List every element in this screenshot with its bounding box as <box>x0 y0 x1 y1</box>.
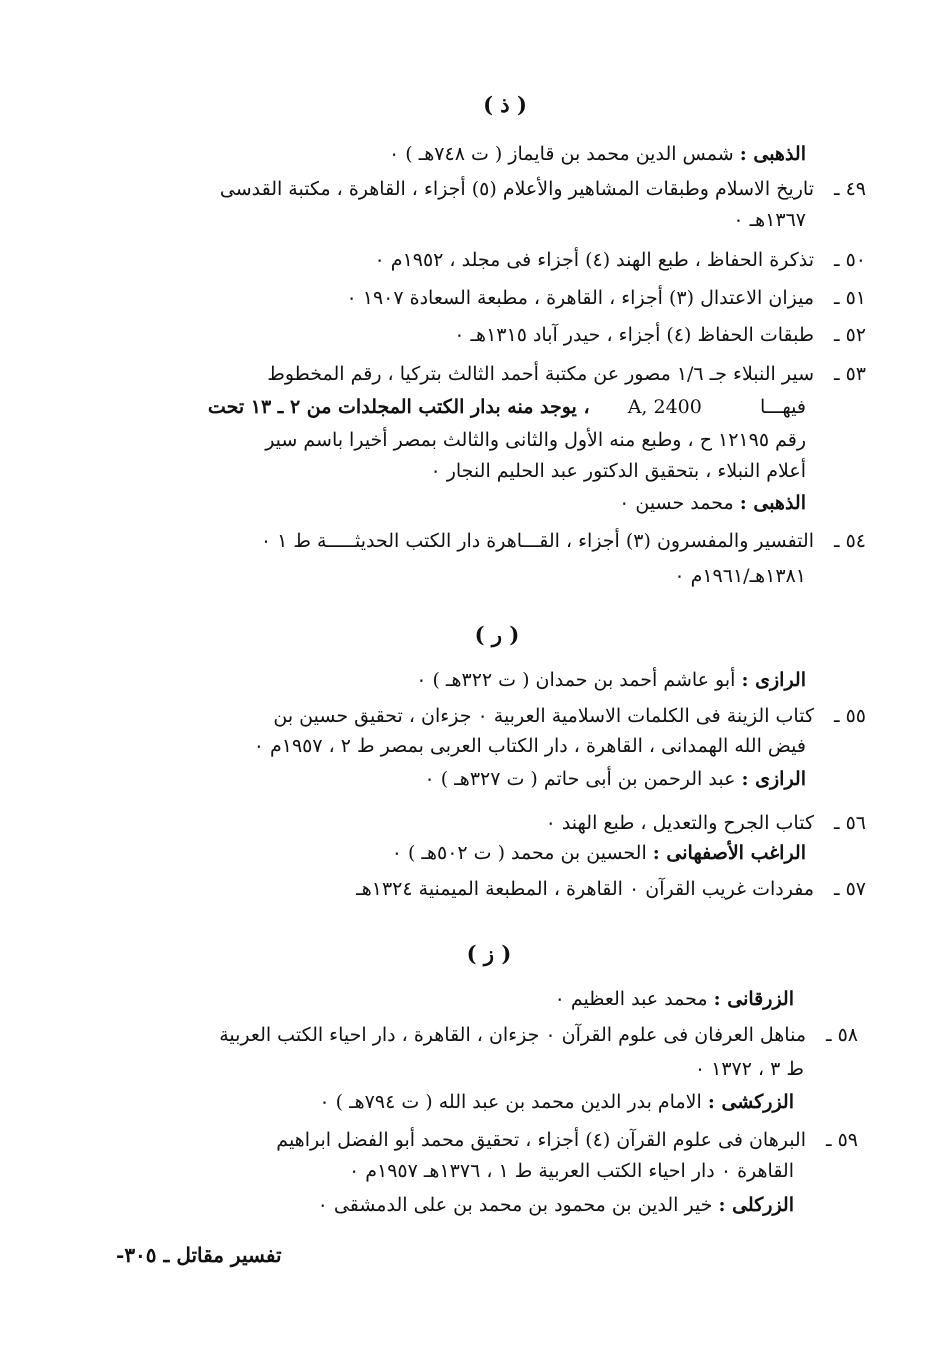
entry-number: ٥٣ ـ <box>833 363 866 385</box>
author-name: الزرقانى : <box>713 988 794 1010</box>
entry-58-line-2: ط ٣ ، ١٣٧٢ ٠ <box>694 1058 804 1080</box>
author-line-dhahabi-2 <box>619 490 806 516</box>
section-heading-zay: ( ز ) <box>466 941 512 966</box>
author-line-razi-1 <box>416 667 806 693</box>
entry-59-line-1 <box>276 1127 858 1153</box>
author-name: الزركلى : <box>718 1194 794 1216</box>
entry-58-line-1 <box>219 1022 858 1048</box>
entry-text: مفردات غريب القرآن ٠ القاهرة ، المطبعة الميمنية ١٣٢٤هـ <box>356 878 814 900</box>
entry-53-line-2 <box>208 394 806 420</box>
entry-53-line-4: أعلام النبلاء ، بتحقيق الدكتور عبد الحليم النجار ٠ <box>430 460 806 482</box>
author-detail: محمد عبد العظيم ٠ <box>554 988 708 1010</box>
page-footer: تفسير مقاتل ـ ٣٠٥- <box>116 1243 282 1267</box>
author-detail: شمس الدين محمد بن قايماز ( ت ٧٤٨هـ ) ٠ <box>389 143 734 165</box>
entry-text: البرهان فى علوم القرآن (٤) أجزاء ، تحقيق محمد أبو الفضل ابراهيم <box>276 1129 806 1151</box>
entry-text-part: ، يوجد منه بدار الكتب المجلدات من ٢ ـ ١٣ تحت <box>207 396 590 418</box>
author-line-raghib <box>392 840 806 866</box>
entry-text: التفسير والمفسرون (٣) أجزاء ، القـــاهرة دار الكتب الحديثـــــة ط ١ ٠ <box>260 530 814 552</box>
author-name: الراغب الأصفهانى : <box>652 842 806 864</box>
entry-text: ميزان الاعتدال (٣) أجزاء ، القاهرة ، مطبعة السعادة ١٩٠٧ ٠ <box>346 287 814 309</box>
author-line-zarkashi <box>319 1089 794 1115</box>
entry-number: ٥٨ ـ <box>825 1024 858 1046</box>
entry-55-line-2: فيض الله الهمدانى ، القاهرة ، دار الكتاب العربى بمصر ط ٢ ، ١٩٥٧م ٠ <box>253 735 806 757</box>
author-name: الزركشى : <box>707 1091 794 1113</box>
author-name: الرازى : <box>741 669 806 691</box>
entry-59-line-2: القاهرة ٠ دار احياء الكتب العربية ط ١ ، ١٣٧٦هـ ١٩٥٧م ٠ <box>348 1160 794 1182</box>
author-line-razi-2 <box>425 766 806 792</box>
entry-50 <box>375 247 866 273</box>
entry-text-part: فيهـــا <box>759 396 806 418</box>
entry-number: ٥٥ ـ <box>833 705 866 727</box>
entry-text: كتاب الزينة فى الكلمات الاسلامية العربية ٠ جزءان ، تحقيق حسين بن <box>273 705 814 727</box>
author-line-zurqani <box>555 986 794 1012</box>
section-heading-ra: ( ر ) <box>474 622 520 647</box>
entry-57 <box>356 876 866 902</box>
author-detail: الحسين بن محمد ( ت ٥٠٢هـ ) ٠ <box>391 842 647 864</box>
entry-number: ٥٧ ـ <box>833 878 866 900</box>
manuscript-number: A, 2400 <box>627 396 702 418</box>
entry-number: ٥٩ ـ <box>825 1129 858 1151</box>
author-detail: أبو عاشم أحمد بن حمدان ( ت ٣٢٢هـ ) ٠ <box>416 669 736 691</box>
entry-number: ٥٠ ـ <box>833 249 866 271</box>
entry-49-line-1 <box>220 176 866 202</box>
entry-text: طبقات الحفاظ (٤) أجزاء ، حيدر آباد ١٣١٥هـ ٠ <box>454 324 814 346</box>
entry-55-line-1 <box>273 703 866 729</box>
entry-text: تذكرة الحفاظ ، طبع الهند (٤) أجزاء فى مجلد ، ١٩٥٢م ٠ <box>374 249 814 271</box>
entry-number: ٥٢ ـ <box>833 324 866 346</box>
entry-52 <box>454 322 866 348</box>
entry-text: كتاب الجرح والتعديل ، طبع الهند ٠ <box>545 812 814 834</box>
author-detail: محمد حسين ٠ <box>619 492 734 514</box>
entry-49-line-2: ١٣٦٧هـ ٠ <box>733 209 806 231</box>
entry-53-line-3: رقم ١٢١٩٥ ح ، وطبع منه الأول والثانى والثالث بمصر أخيرا باسم سير <box>265 429 806 451</box>
entry-54-line-1 <box>261 528 866 554</box>
author-line-dhahabi <box>389 141 806 167</box>
author-detail: الامام بدر الدين محمد بن عبد الله ( ت ٧٩٤هـ ) ٠ <box>319 1091 702 1113</box>
author-name: الرازى : <box>741 768 806 790</box>
section-heading-dhal: ( ذ ) <box>483 92 527 117</box>
author-line-zirikli <box>318 1192 794 1218</box>
entry-text: سير النبلاء جـ ١/٦ مصور عن مكتبة أحمد الثالث بتركيا ، رقم المخطوط <box>267 363 814 385</box>
author-name: الذهبى : <box>739 492 806 514</box>
entry-number: ٥٤ ـ <box>833 530 866 552</box>
author-detail: عبد الرحمن بن أبى حاتم ( ت ٣٢٧هـ ) ٠ <box>424 768 736 790</box>
entry-number: ٥١ ـ <box>833 287 866 309</box>
author-detail: خير الدين بن محمود بن محمد بن على الدمشقى ٠ <box>317 1194 713 1216</box>
entry-56 <box>546 810 866 836</box>
entry-54-line-2: ١٣٨١هـ/١٩٦١م ٠ <box>674 565 806 587</box>
entry-number: ٥٦ ـ <box>833 812 866 834</box>
entry-text: تاريخ الاسلام وطبقات المشاهير والأعلام (٥) أجزاء ، القاهرة ، مكتبة القدسى <box>219 178 814 200</box>
entry-number: ٤٩ ـ <box>833 178 866 200</box>
entry-51 <box>346 285 866 311</box>
author-name: الذهبى : <box>739 143 806 165</box>
entry-53-line-1 <box>267 361 866 387</box>
entry-text: مناهل العرفان فى علوم القرآن ٠ جزءان ، القاهرة ، دار احياء الكتب العربية <box>219 1024 806 1046</box>
